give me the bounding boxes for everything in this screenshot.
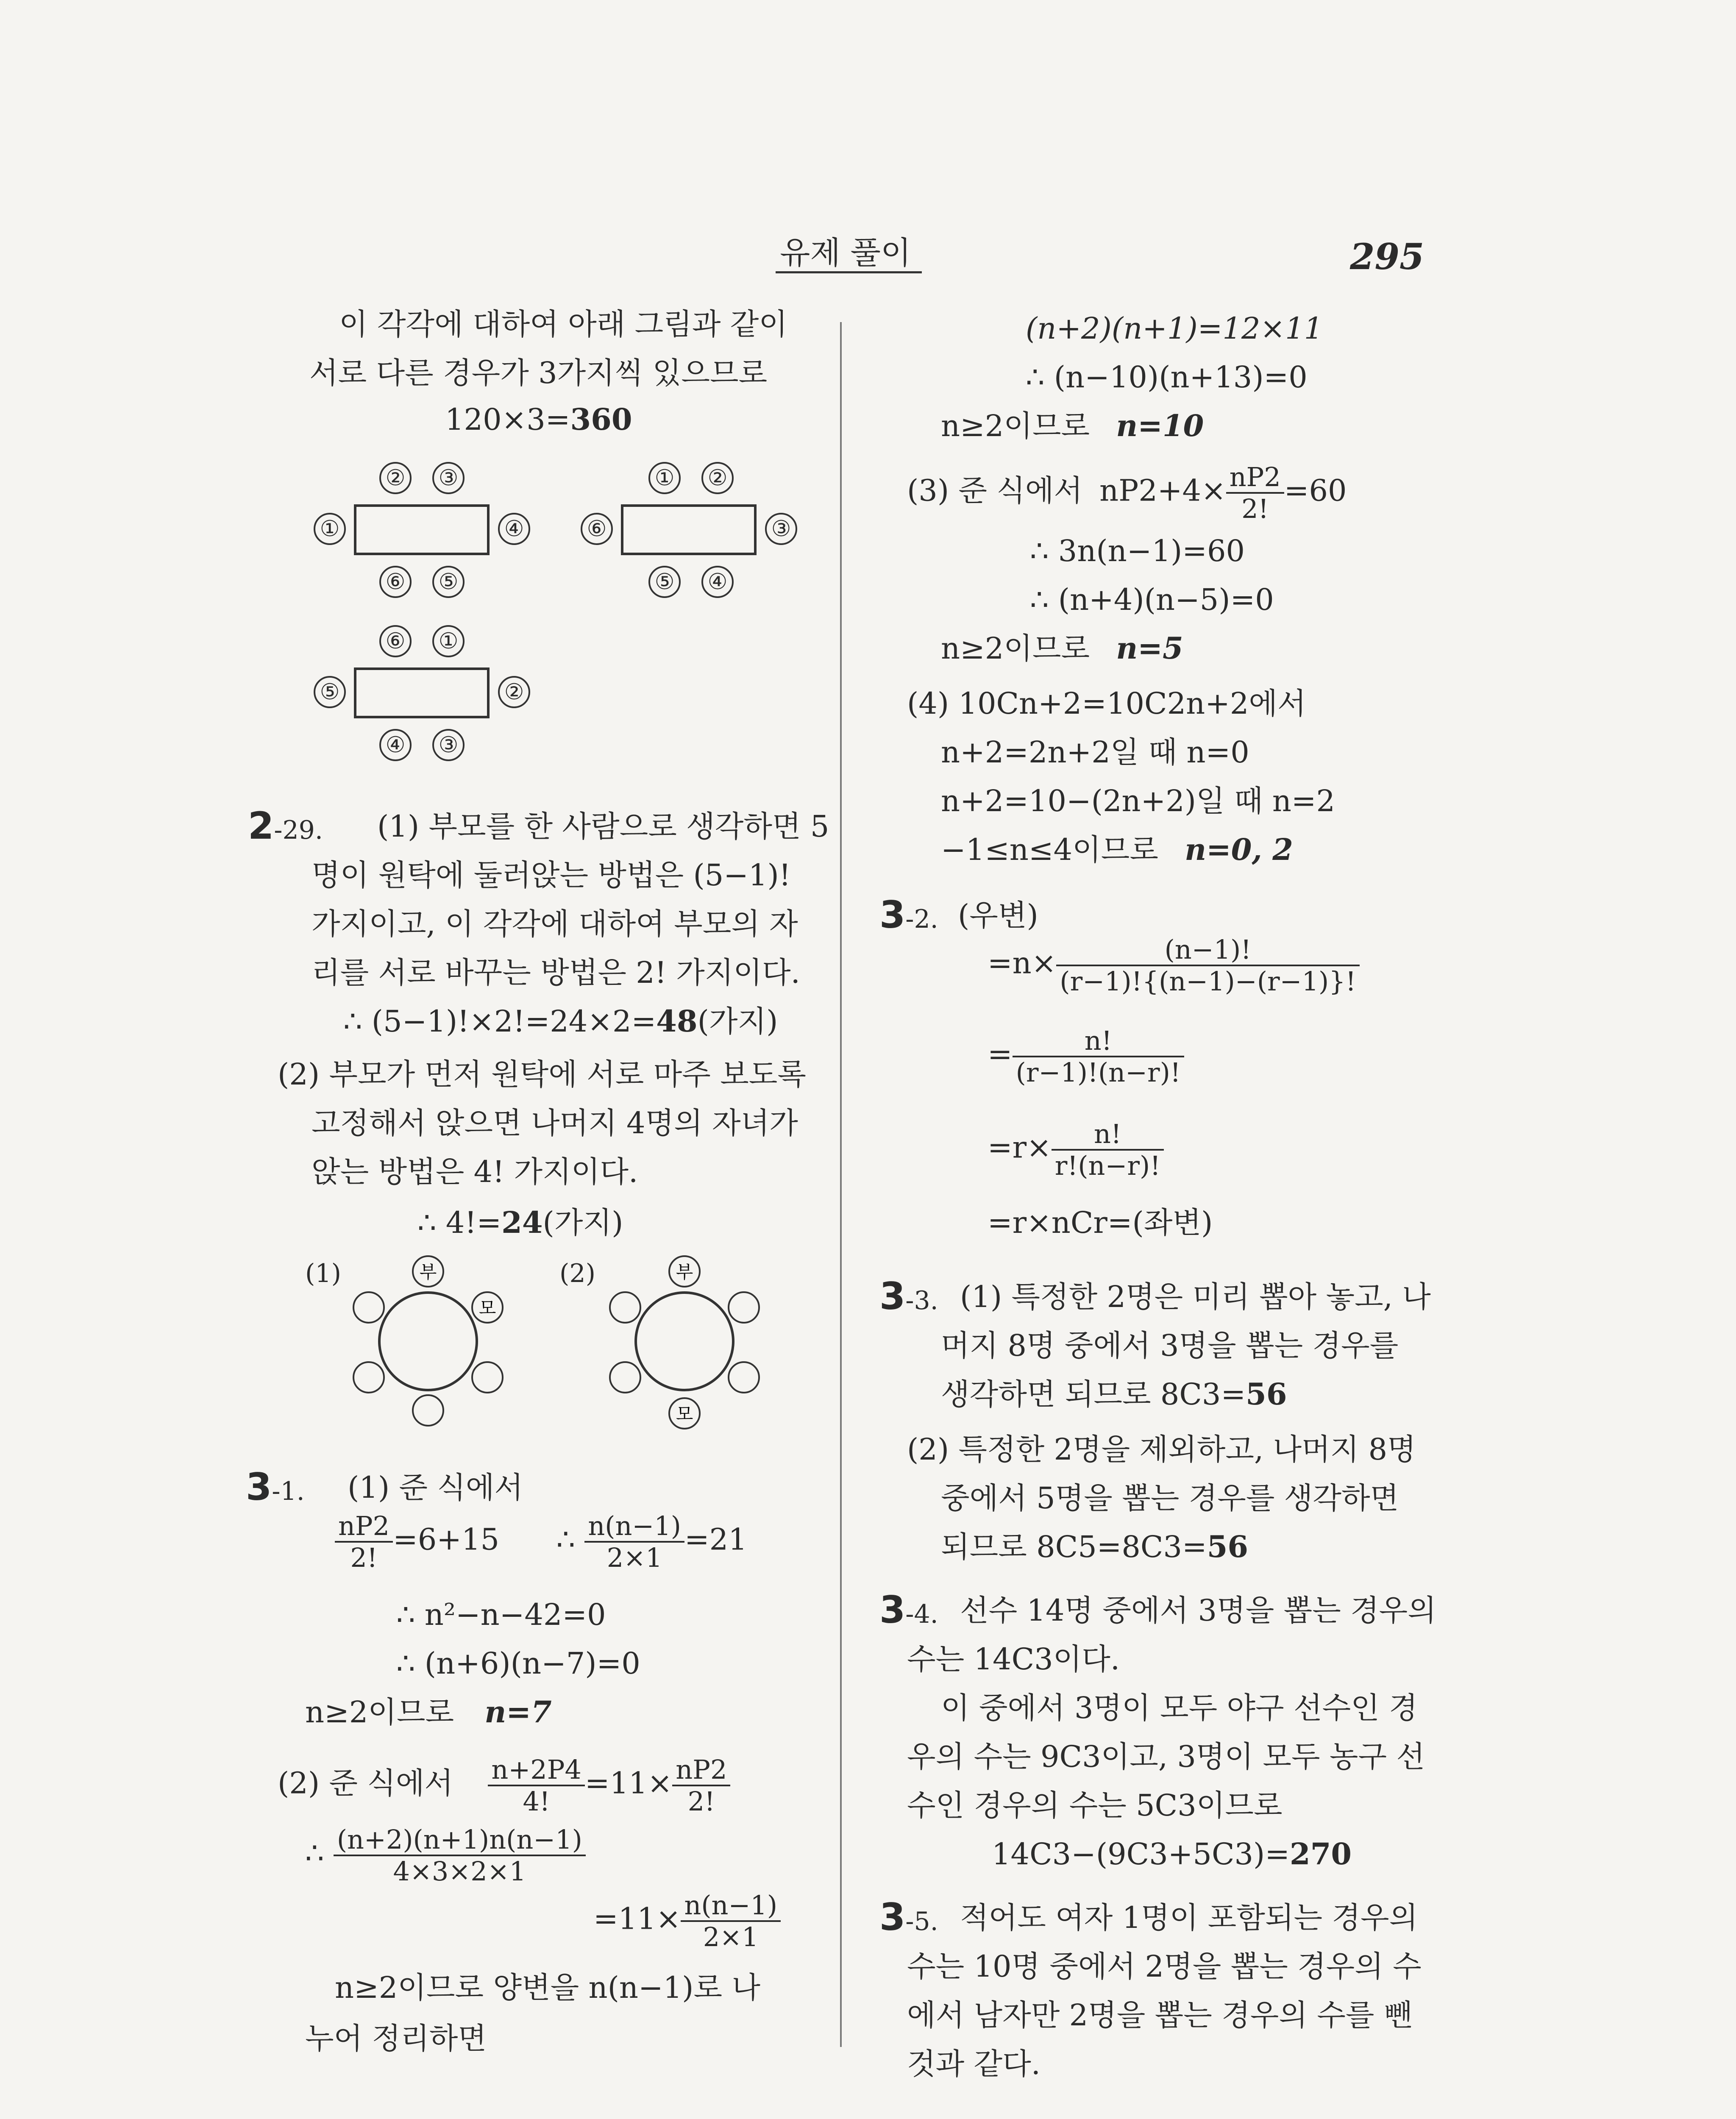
- round-table-svg: [331, 1250, 526, 1428]
- figure-label: (2): [559, 1259, 595, 1288]
- p33-2-line-1: (2) 특정한 2명을 제외하고, 나머지 8명: [907, 1432, 1416, 1467]
- r-line-7: n≥2이므로 n=5: [941, 631, 1183, 666]
- p31-line-1: (1) 준 식에서: [348, 1470, 523, 1505]
- header-title: 유제 풀이: [780, 235, 911, 271]
- problem-3-3-label: 3-3.: [879, 1274, 938, 1318]
- seat-label: ④: [498, 513, 530, 545]
- p229-line-2: 명이 원탁에 둘러앉는 방법은 (5−1)!: [312, 858, 791, 893]
- p33-line-2: 머지 8명 중에서 3명을 뽑는 경우를: [941, 1328, 1399, 1363]
- father-seat: 부: [676, 1262, 693, 1282]
- problem-3-4-label: 3-4.: [879, 1588, 938, 1632]
- table-rect: [354, 667, 490, 718]
- p34-line-2: 수는 14C3이다.: [907, 1642, 1120, 1677]
- father-seat: 부: [419, 1262, 437, 1282]
- seat-label: ③: [432, 462, 465, 494]
- page-number: 295: [1350, 236, 1424, 278]
- mother-seat: 모: [479, 1298, 496, 1318]
- seat-label: ②: [498, 676, 530, 708]
- p229-2-line-1: (2) 부모가 먼저 원탁에 서로 마주 보도록: [278, 1057, 806, 1092]
- problem-3-1-label: 3-1.: [246, 1465, 305, 1509]
- p31-2-line-4: n≥2이므로 양변을 n(n−1)로 나: [335, 1970, 760, 2005]
- table-rect: [621, 504, 757, 555]
- intro-line-3: 120×3=360: [445, 402, 632, 437]
- r-line-5: ∴ 3n(n−1)=60: [1030, 534, 1245, 568]
- seat-label: ①: [314, 513, 346, 545]
- seat-label: ⑤: [314, 676, 346, 708]
- p229-line-3: 가지이고, 이 각각에 대하여 부모의 자: [312, 907, 798, 941]
- p31-2-line-5: 누어 정리하면: [305, 2021, 487, 2056]
- seat-label: ⑥: [379, 625, 412, 657]
- p33-line-3: 생각하면 되므로 8C3=56: [941, 1377, 1287, 1412]
- problem-2-29-label: 2-29.: [248, 804, 323, 848]
- p35-line-3: 에서 남자만 2명을 뽑는 경우의 수를 뺀: [907, 1998, 1413, 2033]
- seat-label: ④: [701, 566, 734, 598]
- p32-title: (우변): [958, 898, 1038, 933]
- seat-label: ④: [379, 729, 412, 761]
- intro-line-2: 서로 다른 경우가 3가지씩 있으므로: [309, 356, 768, 390]
- p34-line-5: 수인 경우의 수는 5C3이므로: [907, 1788, 1283, 1823]
- p34-line-4: 우의 수는 9C3이고, 3명이 모두 농구 선: [907, 1739, 1425, 1774]
- seat-label: ①: [648, 462, 681, 494]
- p229-2-line-3: 앉는 방법은 4! 가지이다.: [312, 1154, 638, 1189]
- p32-eq-2: = $\frac{n!}{(r-1)!(n-r)!}$: [988, 1026, 1184, 1088]
- p31-line-3: ∴ n²−n−42=0: [396, 1597, 606, 1632]
- r-line-10: n+2=10−(2n+2)일 때 n=2: [941, 784, 1335, 818]
- seat-label: ⑤: [432, 566, 465, 598]
- r-line-1: (n+2)(n+1)=12×11: [1026, 311, 1323, 346]
- p34-line-1: 선수 14명 중에서 3명을 뽑는 경우의: [960, 1593, 1436, 1628]
- seat-label: ③: [432, 729, 465, 761]
- r-line-8: (4) 10Cn+2=10C2n+2에서: [907, 686, 1306, 721]
- p35-line-4: 것과 같다.: [907, 2047, 1040, 2081]
- mother-seat: 모: [676, 1404, 693, 1424]
- p33-line-1: (1) 특정한 2명은 미리 뽑아 놓고, 나: [960, 1279, 1431, 1314]
- p31-2-line-3: =11× $\frac{n(n-1)}{2\times 1}$: [593, 1890, 781, 1952]
- figure-label: (1): [305, 1259, 341, 1288]
- p31-line-5: n≥2이므로 n=7: [305, 1694, 552, 1730]
- p31-line-4: ∴ (n+6)(n−7)=0: [396, 1646, 640, 1681]
- p33-2-line-2: 중에서 5명을 뽑는 경우를 생각하면: [941, 1481, 1399, 1516]
- column-divider: [840, 322, 842, 2047]
- p32-eq-4: =r×nCr=(좌변): [988, 1205, 1213, 1240]
- header-underline: [776, 271, 922, 273]
- seat-label: ③: [765, 513, 797, 545]
- p34-line-3: 이 중에서 3명이 모두 야구 선수인 경: [941, 1691, 1418, 1725]
- seat-label: ②: [701, 462, 734, 494]
- p32-eq-1: =n× $\frac{(n-1)!}{(r-1)!\{(n-1)-(r-1)\}!}$: [988, 934, 1360, 997]
- seat-label: ⑥: [581, 513, 613, 545]
- p229-line-4: 리를 서로 바꾸는 방법은 2! 가지이다.: [312, 955, 800, 990]
- seat-label: ⑥: [379, 566, 412, 598]
- r-line-4: (3) 준 식에서 nP2+4× $\frac{nP2}{2!}$ =60: [907, 462, 1347, 525]
- seat-label: ①: [432, 625, 465, 657]
- p32-eq-3: =r× $\frac{n!}{r!(n-r)!}$: [988, 1119, 1164, 1181]
- r-line-9: n+2=2n+2일 때 n=0: [941, 735, 1249, 770]
- p229-2-line-4: ∴ 4!=24(가지): [417, 1205, 623, 1240]
- round-table-svg: [587, 1250, 782, 1437]
- r-line-3: n≥2이므로 n=10: [941, 408, 1204, 443]
- p33-2-line-3: 되므로 8C5=8C3=56: [941, 1529, 1249, 1564]
- p35-line-1: 적어도 여자 1명이 포함되는 경우의: [960, 1900, 1418, 1935]
- problem-3-2-label: 3-2.: [879, 893, 938, 937]
- p31-2-line-2: ∴ $\frac{(n+2)(n+1)n(n-1)}{4\times 3\times 2\times 1}$: [305, 1824, 586, 1887]
- r-line-11: −1≤n≤4이므로 n=0, 2: [941, 832, 1293, 867]
- p34-line-6: 14C3−(9C3+5C3)=270: [992, 1836, 1352, 1872]
- p229-2-line-2: 고정해서 앉으면 나머지 4명의 자녀가: [312, 1106, 798, 1140]
- table-rect: [354, 504, 490, 555]
- problem-3-5-label: 3-5.: [879, 1895, 938, 1939]
- intro-line-1: 이 각각에 대하여 아래 그림과 같이: [339, 307, 787, 342]
- seat-label: ⑤: [648, 566, 681, 598]
- seat-label: ②: [379, 462, 412, 494]
- p31-2-line-1: (2) 준 식에서 $\frac{n+2P4}{4!}$ =11× $\frac{nP2}{2!}$: [278, 1755, 730, 1817]
- p229-line-1: (1) 부모를 한 사람으로 생각하면 5: [377, 809, 829, 844]
- r-line-2: ∴ (n−10)(n+13)=0: [1026, 360, 1308, 395]
- p229-line-5: ∴ (5−1)!×2!=24×2=48(가지): [343, 1004, 778, 1039]
- p35-line-2: 수는 10명 중에서 2명을 뽑는 경우의 수: [907, 1949, 1422, 1984]
- p31-line-2: $\frac{nP2}{2!}$ =6+15 ∴ $\frac{n(n-1)}{2\times 1}$ =21: [335, 1511, 747, 1573]
- r-line-6: ∴ (n+4)(n−5)=0: [1030, 582, 1274, 617]
